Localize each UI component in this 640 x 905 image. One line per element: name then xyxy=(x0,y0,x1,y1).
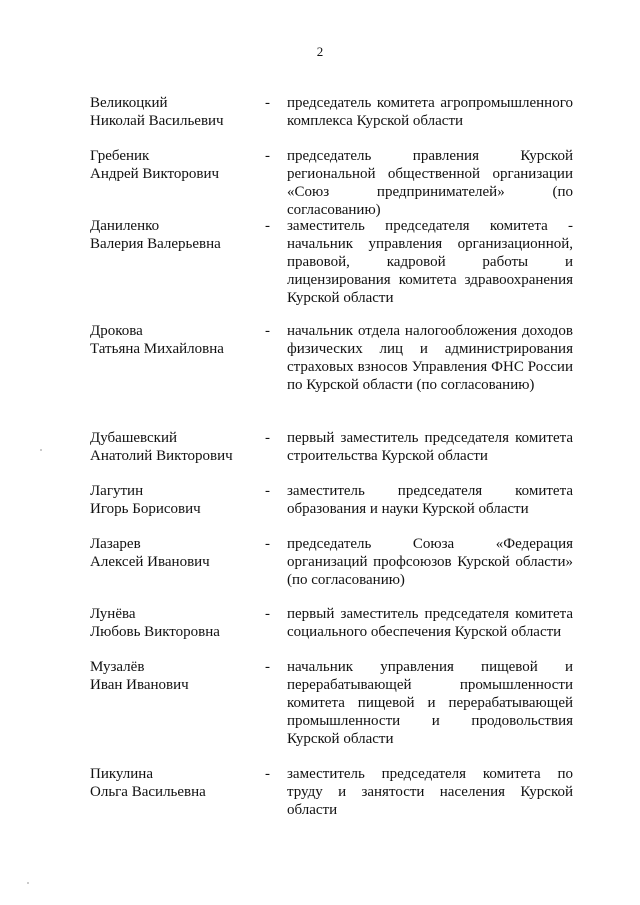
member-position: заместитель председателя комитета - начальник управления организационной, правовой, кадровой работы и лицензирования комитета здравоохранения Курской области xyxy=(287,218,573,306)
member-name xyxy=(90,658,260,694)
member-position: председатель комитета агропромышленного комплекса Курской области xyxy=(287,95,573,129)
member-given-names: Иван Иванович xyxy=(90,677,189,693)
member-surname: Лунёва xyxy=(90,606,136,622)
member-name xyxy=(90,322,260,358)
member-surname: Дрокова xyxy=(90,323,143,339)
member-dash: - xyxy=(265,430,270,446)
member-name xyxy=(90,765,260,801)
member-given-names: Алексей Иванович xyxy=(90,554,210,570)
member-name xyxy=(90,429,260,465)
member-dash: - xyxy=(265,659,270,675)
member-name xyxy=(90,535,260,571)
member-surname: Гребеник xyxy=(90,148,150,164)
member-position: председатель Союза «Федерация организаций профсоюзов Курской области» (по согласованию) xyxy=(287,536,573,588)
member-surname: Лагутин xyxy=(90,483,144,499)
member-position: первый заместитель председателя комитета строительства Курской области xyxy=(287,430,573,464)
member-given-names: Николай Васильевич xyxy=(90,113,224,129)
member-position: председатель правления Курской региональной общественной организации «Союз предпринимателей» (по согласованию) xyxy=(287,148,573,218)
member-dash: - xyxy=(265,148,270,164)
member-position: первый заместитель председателя комитета социального обеспечения Курской области xyxy=(287,606,573,640)
member-dash: - xyxy=(265,766,270,782)
member-given-names: Валерия Валерьевна xyxy=(90,236,221,252)
member-name xyxy=(90,94,260,130)
member-name xyxy=(90,147,260,183)
member-given-names: Анатолий Викторович xyxy=(90,448,233,464)
member-given-names: Ольга Васильевна xyxy=(90,784,206,800)
member-name xyxy=(90,482,260,518)
member-surname: Лазарев xyxy=(90,536,141,552)
member-surname: Дубашевский xyxy=(90,430,178,446)
member-surname: Великоцкий xyxy=(90,95,168,111)
member-given-names: Андрей Викторович xyxy=(90,166,220,182)
member-given-names: Любовь Викторовна xyxy=(90,624,220,640)
scan-speck xyxy=(40,449,42,451)
page-number: 2 xyxy=(316,44,324,59)
member-surname: Пикулина xyxy=(90,766,153,782)
member-position: заместитель председателя комитета по труду и занятости населения Курской области xyxy=(287,766,573,818)
member-dash: - xyxy=(265,323,270,339)
member-position: начальник отдела налогообложения доходов физических лиц и администрирования страховых взносов Управления ФНС России по Курской области (по согласованию) xyxy=(287,323,573,393)
member-position: заместитель председателя комитета образования и науки Курской области xyxy=(287,483,573,517)
member-dash: - xyxy=(265,536,270,552)
member-dash: - xyxy=(265,606,270,622)
scan-speck xyxy=(27,882,29,884)
member-dash: - xyxy=(265,95,270,111)
member-surname: Музалёв xyxy=(90,659,145,675)
member-name xyxy=(90,605,260,641)
member-dash: - xyxy=(265,218,270,234)
member-name xyxy=(90,217,260,253)
member-dash: - xyxy=(265,483,270,499)
member-given-names: Татьяна Михайловна xyxy=(90,341,224,357)
member-position: начальник управления пищевой и перерабатывающей промышленности комитета пищевой и перерабатывающей промышленности и продовольствия Курской области xyxy=(287,659,573,747)
member-given-names: Игорь Борисович xyxy=(90,501,201,517)
member-surname: Даниленко xyxy=(90,218,160,234)
